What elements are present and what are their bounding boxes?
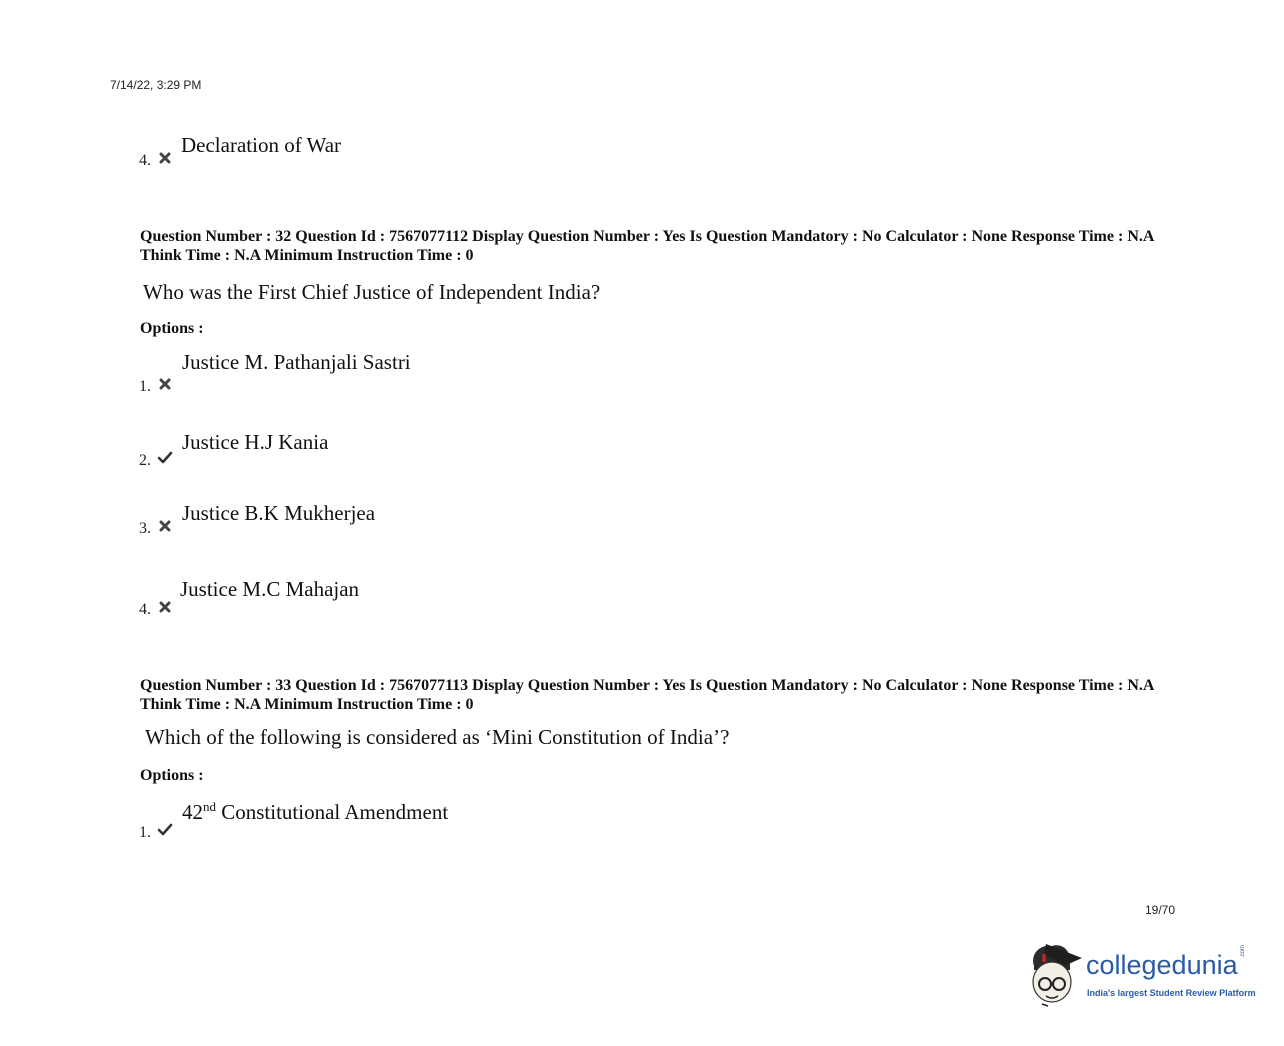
question-meta: Question Number : 33 Question Id : 7567077113 Display Question Number : Yes Is Question Mandatory : No Calculator : None Response Time : N.A Think Time : N.A Minimum Instruction Time : 0 xyxy=(140,677,1154,713)
option-number: 1. xyxy=(139,824,151,841)
option-text xyxy=(182,799,448,825)
options-label: Options : xyxy=(140,320,204,337)
wrong-answer-icon xyxy=(158,377,172,391)
wrong-answer-icon xyxy=(158,151,172,165)
option-number: 4. xyxy=(139,601,151,618)
question-meta: Question Number : 32 Question Id : 7567077112 Display Question Number : Yes Is Question Mandatory : No Calculator : None Response Time : N.A Think Time : N.A Minimum Instruction Time : 0 xyxy=(140,228,1154,264)
question-text: Which of the following is considered as ‘Mini Constitution of India’? xyxy=(145,725,730,749)
brand-name: collegedunia xyxy=(1086,950,1238,980)
brand-suffix: .com xyxy=(1240,944,1246,958)
question-text: Who was the First Chief Justice of Independent India? xyxy=(143,280,601,304)
correct-answer-icon xyxy=(157,823,173,837)
amendment-label: Constitutional Amendment xyxy=(216,800,449,824)
brand-tagline: India's largest Student Review Platform xyxy=(1087,988,1256,998)
option-text: Justice H.J Kania xyxy=(182,430,329,454)
amendment-number: 42 xyxy=(182,800,203,824)
option-number: 3. xyxy=(139,520,151,537)
option-text: Justice M.C Mahajan xyxy=(180,577,360,601)
print-timestamp: 7/14/22, 3:29 PM xyxy=(110,78,202,92)
mascot-icon xyxy=(1024,940,1086,1008)
option-text: Declaration of War xyxy=(181,133,342,157)
option-number: 4. xyxy=(139,152,151,169)
correct-answer-icon xyxy=(157,451,173,465)
option-number: 2. xyxy=(139,452,151,469)
wrong-answer-icon xyxy=(158,519,172,533)
wrong-answer-icon xyxy=(158,600,172,614)
option-text: Justice B.K Mukherjea xyxy=(182,501,376,525)
option-number: 1. xyxy=(139,378,151,395)
option-text: Justice M. Pathanjali Sastri xyxy=(182,350,411,374)
page-number: 19/70 xyxy=(1145,903,1176,917)
options-label: Options : xyxy=(140,767,204,784)
ordinal-suffix: nd xyxy=(203,799,216,814)
